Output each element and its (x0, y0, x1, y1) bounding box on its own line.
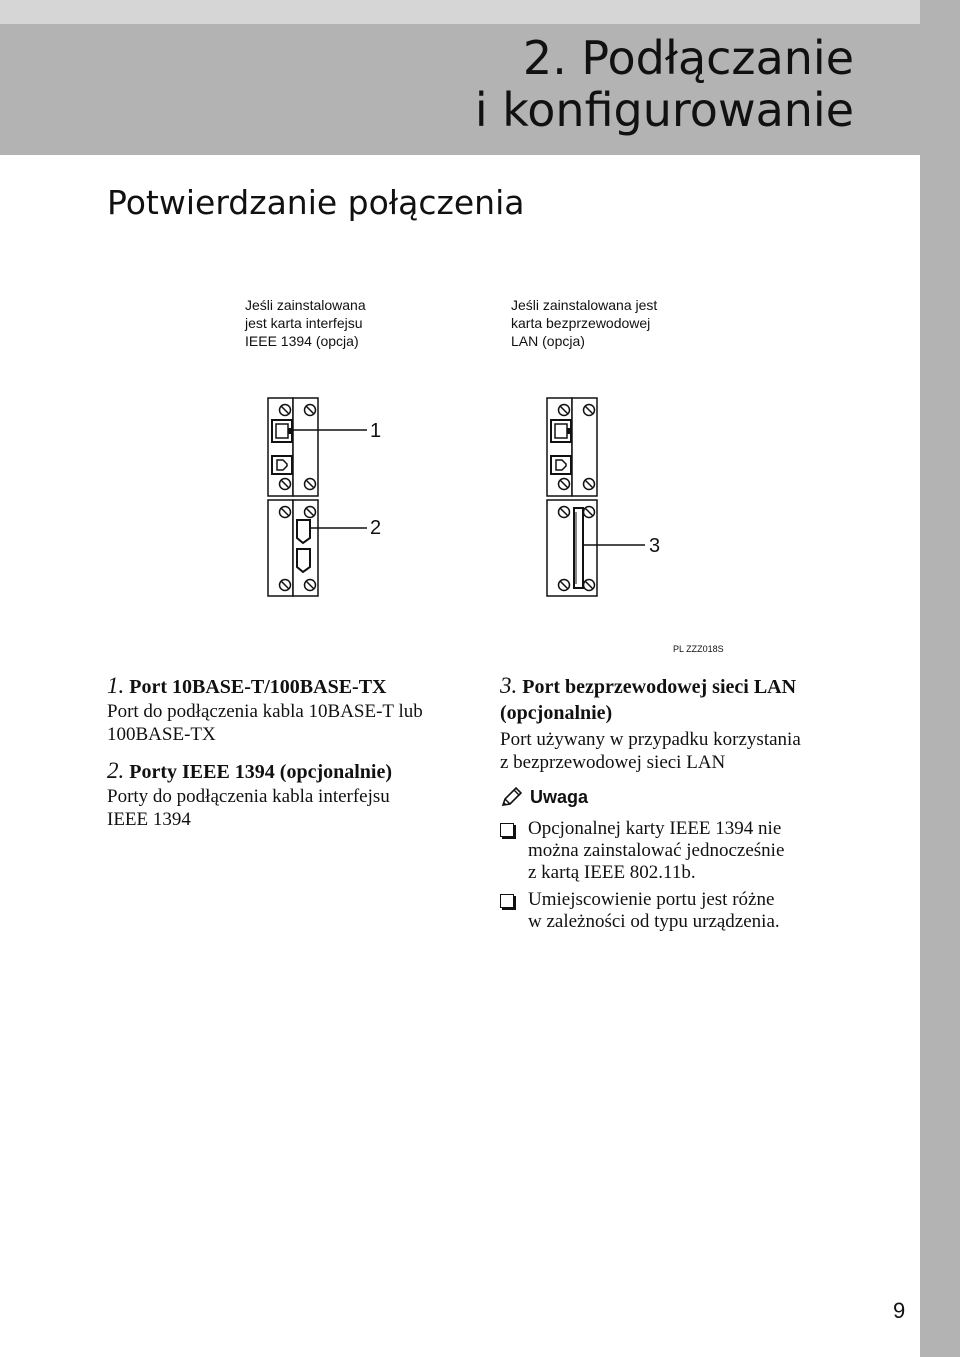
caption-line: IEEE 1394 (opcja) (245, 333, 359, 349)
right-bottom-panel (547, 500, 597, 596)
ieee1394-port-icon (297, 520, 310, 543)
callout-label-2: 2 (370, 517, 382, 539)
caption-line: LAN (opcja) (511, 333, 585, 349)
item-text: Port używany w przypadku korzystania (500, 729, 801, 750)
section-title: Potwierdzanie połączenia (107, 183, 525, 222)
item-text: Porty do podłączenia kabla interfejsu (107, 786, 390, 807)
ieee1394-port-icon (297, 549, 310, 572)
caption-line: Jeśli zainstalowana (245, 297, 366, 313)
usb-port-icon (272, 456, 292, 474)
item-title: Port bezprzewodowej sieci LAN (522, 676, 797, 698)
chapter-title-line2: i konfigurowanie (474, 83, 854, 137)
pencil-icon (500, 786, 524, 808)
note-item (500, 889, 780, 933)
checkbox-bullet-icon (500, 894, 514, 908)
usb-port-icon (551, 456, 571, 474)
item-number: 3. (500, 673, 518, 698)
note-text: z kartą IEEE 802.11b. (528, 862, 696, 883)
note-text: w zależności od typu urządzenia. (528, 911, 780, 932)
caption-line: jest karta interfejsu (245, 315, 363, 331)
item-text: 100BASE-TX (107, 724, 216, 745)
note-heading (500, 786, 588, 808)
list-item (107, 758, 477, 831)
caption-line: karta bezprzewodowej (511, 315, 651, 331)
port-diagram (0, 0, 960, 660)
note-text: Umiejscowienie portu jest różne (528, 889, 775, 910)
left-bottom-panel (268, 500, 318, 596)
checkbox-bullet-icon (500, 823, 514, 837)
figure-code: PL ZZZ018S (673, 644, 724, 654)
item-number: 2. (107, 758, 125, 783)
item-title: Porty IEEE 1394 (opcjonalnie) (129, 761, 393, 783)
note-text: Opcjonalnej karty IEEE 1394 nie (528, 818, 782, 839)
left-top-panel (268, 398, 318, 496)
item-text: IEEE 1394 (107, 809, 191, 830)
item-title: Port 10BASE-T/100BASE-TX (129, 676, 387, 698)
item-text: Port do podłączenia kabla 10BASE-T lub (107, 701, 423, 722)
caption-line: Jeśli zainstalowana jest (511, 297, 658, 313)
note-item (500, 818, 784, 884)
wireless-card-slot-icon (574, 508, 583, 588)
chapter-title-line1: 2. Podłączanie (522, 31, 854, 85)
right-top-panel (547, 398, 597, 496)
ethernet-port-icon (272, 420, 292, 442)
item-title-cont: (opcjonalnie) (500, 702, 613, 724)
list-item (107, 673, 477, 746)
page-number: 9 (893, 1298, 906, 1323)
ethernet-port-icon (551, 420, 571, 442)
item-number: 1. (107, 673, 125, 698)
item-text: z bezprzewodowej sieci LAN (500, 752, 726, 773)
callout-label-1: 1 (370, 420, 382, 442)
note-heading-label: Uwaga (530, 786, 589, 807)
note-text: można zainstalować jednocześnie (528, 840, 785, 861)
list-item (500, 673, 870, 774)
callout-label-3: 3 (649, 535, 661, 557)
